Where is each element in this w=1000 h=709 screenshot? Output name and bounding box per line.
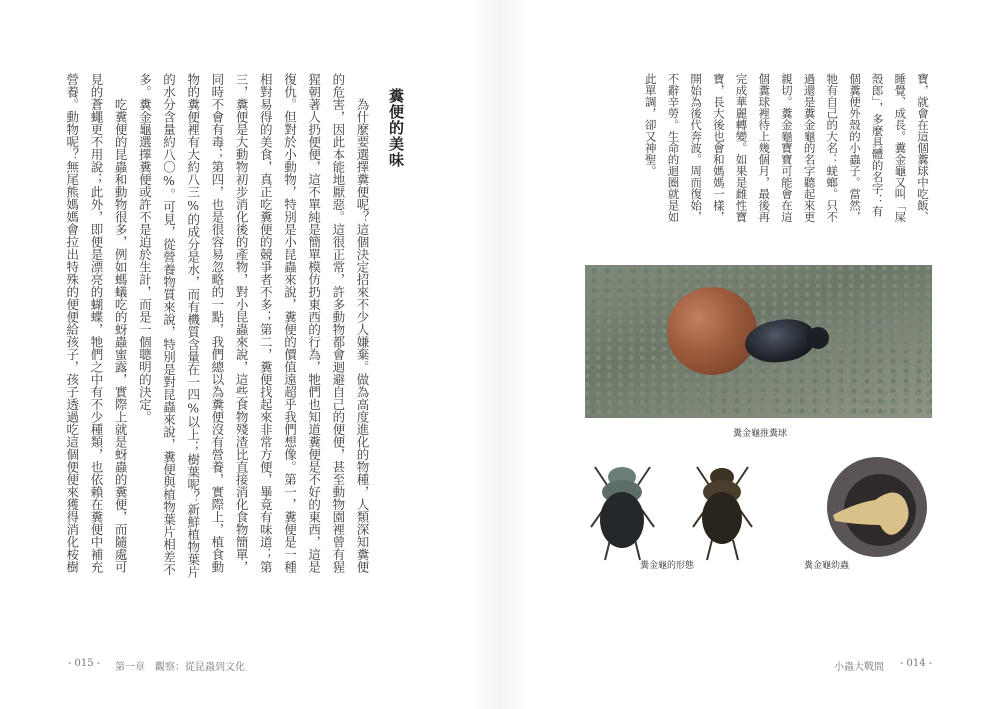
beetle-head (807, 327, 829, 349)
text-column: 個糞便外殼的小蟲子。當然， (847, 73, 862, 223)
larva-in-ball-image (825, 455, 930, 560)
right-page-number: - 014 - (900, 658, 933, 669)
adult-beetle-image-2 (685, 455, 760, 565)
right-page-body (639, 73, 934, 223)
text-column: 完成華麗轉變。如果是雌性寶 (734, 73, 749, 223)
text-column: 個糞球裡待上幾個月，最後再 (757, 73, 772, 223)
dung-beetle-rolling-ball-photo (585, 265, 932, 418)
text-column: 開始為後代奔波。周而復始， (689, 73, 704, 223)
text-column: 的危害，因此本能地厭惡。這很正常，許多動物都會迴避自己的便便，甚至動物園裡曾有猩 (330, 73, 346, 573)
right-running-head: 小蟲大戰間 (834, 662, 884, 673)
left-page-body (60, 73, 374, 578)
text-column: 的水分含量約八〇%。可見，從營養物質來說，特別是對昆蟲來說，糞便與植物葉片相差不 (161, 73, 177, 576)
text-column: 過還是糞金龜的名字聽起來更 (802, 73, 817, 223)
photo-caption: 糞金龜推糞球 (733, 429, 788, 439)
left-running-head: 第一章 觀察：從昆蟲到文化 (115, 662, 245, 673)
text-column: 牠有自己的大名：蜣螂。只不 (825, 73, 840, 223)
text-column: 相對易得的美食，真正吃糞便的競爭者不多；第二，糞便找起來非常方便，畢竟有味道；第 (258, 73, 274, 573)
text-column: 不辭辛勞。生命的迴圈就是如 (666, 73, 681, 223)
text-column: 三，糞便是大動物初步消化後的產物，對小昆蟲來說，這些食物殘渣比直接消化食物簡單， (234, 73, 250, 573)
text-column: 同時不會有毒；第四，也是很容易忽略的一點，我們總以為糞便沒有營養，實際上，植食動 (209, 73, 225, 573)
text-column: 營養。動物呢？無尾熊媽媽會拉出特殊的便便給孩子，孩子透過吃這個便便來獲得消化桉樹 (64, 73, 80, 573)
text-column: 為什麼要選擇糞便呢？這個決定招來不少人嫌棄。做為高度進化的物種，人類深知糞便 (355, 98, 370, 573)
adult-caption: 糞金龜的形態 (640, 561, 695, 571)
left-page-number: - 015 - (68, 658, 101, 669)
text-column: 見的蒼蠅更不用說；此外，即便是漂亮的蝴蝶，牠們之中有不少種類，也依賴在糞便中補充 (88, 73, 104, 573)
text-column: 親切。糞金龜寶寶可能會在這 (779, 73, 794, 223)
larva-caption: 糞金龜幼蟲 (804, 561, 850, 571)
text-column: 復仇。但對於小動物，特別是小昆蟲來說，糞便的價值遠超乎我們想像。第一，糞便是一種 (282, 73, 298, 573)
text-column: 殼郎」，多麼具體的名字：有 (870, 73, 885, 217)
text-column: 多。糞金龜選擇糞便或許不是迫於生計，而是一個聰明的決定。 (137, 73, 153, 423)
text-column: 睡覺、成長。糞金龜又叫「屎 (893, 73, 908, 223)
text-column: 吃糞便的昆蟲和動物很多，例如螞蟻吃的蚜蟲蜜露，實際上就是蚜蟲的糞便，而隨處可 (113, 98, 129, 573)
text-column: 此單調，卻又神聖。 (643, 73, 658, 177)
text-column: 寶，長大後也會和媽媽一樣， (711, 73, 726, 223)
text-column: 猩朝著人扔便便，這不單純是簡單模仿扔東西的行為，牠們也知道糞便是不好的東西，這是 (306, 73, 322, 573)
text-column: 寶，就會在這個糞球中吃飯、 (916, 73, 930, 223)
section-title: 糞便的美味 (387, 88, 405, 168)
text-column: 物的糞便裡有大約八三%的成分是水，而有機質含量在一四%以上；樹葉呢？新鮮植物葉片 (185, 73, 201, 578)
book-gutter (470, 0, 530, 709)
adult-beetle-image-1 (585, 455, 660, 565)
dung-ball (667, 287, 757, 375)
